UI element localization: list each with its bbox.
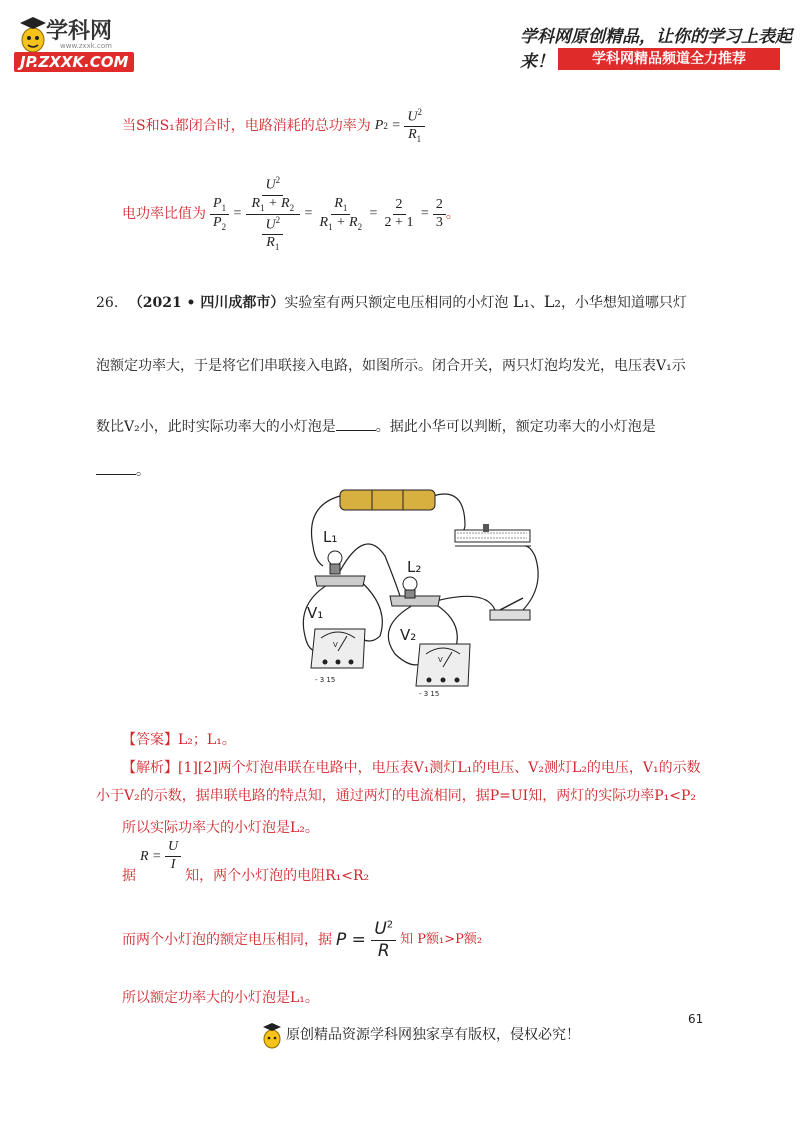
question-text-2b: 示	[671, 358, 686, 374]
formula-p2: P 2 = $\frac{U^2}{R_1}$	[375, 107, 425, 145]
analysis-line-4	[122, 839, 370, 886]
label-v2: V₂	[124, 419, 140, 435]
analysis-text-4a: 据	[122, 868, 136, 884]
analysis-text-4b: 知，两个小灯泡的电阻R₁<R₂	[185, 868, 370, 884]
header	[0, 0, 800, 80]
analysis-text-5a: 而两个小灯泡的额定电压相同，据	[122, 932, 332, 948]
question-text-3a: 数比	[96, 419, 124, 435]
footer-copyright: 原创精品资源学科网独家享有版权，侵权必究！	[286, 1027, 580, 1043]
logo-title: 学科网	[46, 19, 113, 44]
question-text-3b: 小，此时实际功率大的小灯泡是	[139, 419, 336, 435]
battery	[340, 490, 435, 510]
analysis-line-1	[122, 758, 701, 778]
question-text-2: 泡额定功率大，于是将它们串联接入电路，如图所示。闭合开关，两只灯泡均发光，电压表	[96, 358, 656, 374]
question-line-4	[96, 460, 150, 481]
logo-subtitle: www.zxxk.com	[60, 42, 112, 50]
label-l2: L₂	[543, 292, 561, 311]
analysis-line-2	[96, 786, 696, 806]
lamp-1	[315, 551, 365, 586]
figure-label-v2: V₂	[400, 626, 417, 644]
ratio-end: 。	[445, 206, 460, 222]
figure-label-l2: L₂	[407, 558, 422, 576]
answer-blank-2[interactable]	[96, 460, 136, 475]
voltmeter-2	[416, 644, 470, 686]
answer-blank-1[interactable]	[336, 416, 376, 431]
analysis-label: 【解析】	[122, 760, 178, 776]
power-ratio-line	[122, 168, 460, 260]
analysis-line-3	[122, 818, 319, 838]
question-text-3c: 。据此小华可以判断，额定功率大的小灯泡是	[375, 419, 656, 435]
meter-1-ticks: - 3 15	[315, 676, 336, 684]
meter-2-ticks: - 3 15	[419, 690, 440, 698]
banner: 学科网精品频道全力推荐	[558, 48, 780, 70]
rheostat	[455, 524, 531, 546]
answer-label: 【答案】	[122, 732, 178, 748]
ratio-label: 电功率比值为	[122, 206, 206, 222]
analysis-text-1: [1][2]两个灯泡串联在电路中，电压表V₁测灯L₁的电压、V₂测灯L₂的电压，V₁的示数	[178, 760, 701, 776]
label-v1: V₁	[656, 358, 672, 374]
page-number: 61	[688, 1012, 704, 1026]
slogan: 学科网原创精品，让你的学习上表起来！	[520, 27, 792, 72]
analysis-line-5	[122, 918, 482, 962]
mascot-icon	[18, 14, 48, 54]
separator: 、	[529, 295, 544, 311]
question-text-1: 实验室有两只额定电压相同的小灯泡	[284, 295, 509, 311]
footer	[262, 1020, 580, 1050]
label-l1: L₁	[512, 292, 530, 311]
question-line-2	[96, 356, 686, 376]
answer-text: L₂；L₁。	[178, 732, 236, 748]
footer-mascot-icon	[262, 1021, 282, 1049]
total-power-line	[122, 104, 425, 148]
total-power-text: 当S和S₁都闭合时，电路消耗的总功率为	[122, 118, 371, 134]
analysis-text-2: 小于V₂的示数，据串联电路的特点知，通过两灯的电流相同，据P=UI知，两灯的实际功率P₁<P₂	[96, 788, 696, 804]
meter-1-unit: V	[333, 641, 338, 649]
answer-line	[122, 730, 236, 750]
question-source: （2021 • 四川成都市）	[128, 295, 285, 311]
circuit-figure	[295, 486, 555, 710]
question-line-3	[96, 416, 656, 437]
lamp-2	[390, 577, 440, 606]
question-line-1	[96, 292, 687, 313]
formula-r: R = $\frac{U}{I}$	[140, 839, 181, 874]
question-text-1b: ，小华想知道哪只灯	[560, 295, 687, 311]
analysis-text-5b: 知 P额₁>P额₂	[400, 932, 483, 947]
analysis-text-6: 所以额定功率大的小灯泡是L₁。	[122, 990, 319, 1006]
question-text-4: 。	[136, 463, 150, 479]
figure-label-v1: V₁	[307, 604, 324, 622]
figure-label-l1: L₁	[323, 528, 338, 546]
analysis-text-3: 所以实际功率大的小灯泡是L₂。	[122, 820, 319, 836]
analysis-line-6	[122, 988, 319, 1008]
question-number: 26.	[96, 295, 119, 311]
voltmeter-1	[311, 629, 365, 668]
site-badge[interactable]: JP.ZXXK.COM	[14, 52, 134, 72]
meter-2-unit: V	[438, 656, 443, 664]
formula-p: P = $\frac{U^2}{R}$	[336, 919, 396, 961]
formula-ratio: $\frac{P_1}{P_2}$ = $\frac{\frac{U^2}{R_1 + R_2}}{\frac{U^2}{R_1}}$ = $\frac{R_1}{R_1 + R_2}$ = $\frac{2}{2 + 1}$ = $\frac{2}{3}$	[210, 175, 446, 252]
